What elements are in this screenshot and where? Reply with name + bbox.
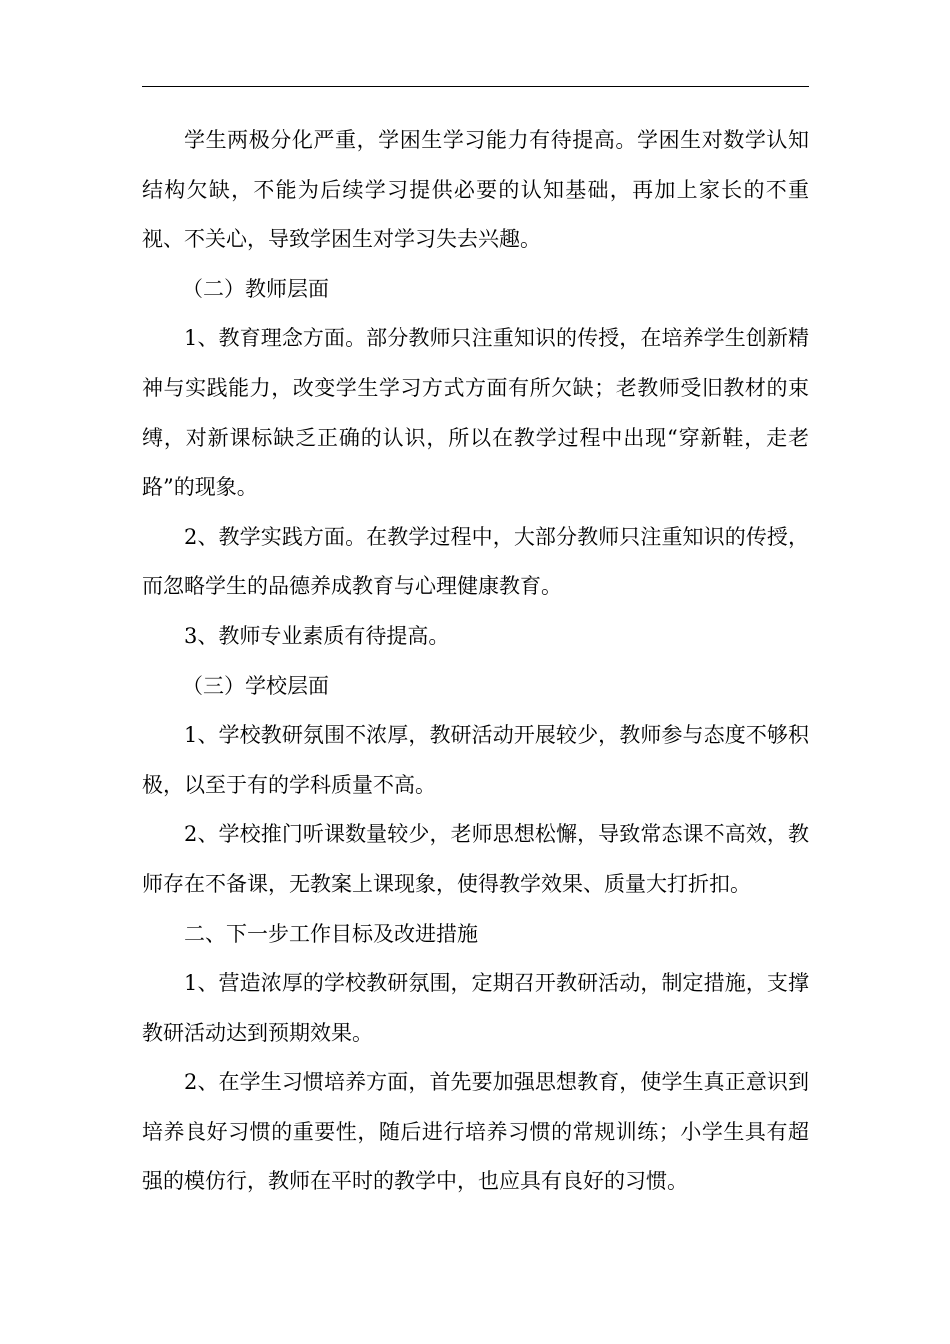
header-rule (142, 86, 809, 87)
paragraph-teaching-practice: 2、教学实践方面。在教学过程中，大部分教师只注重知识的传授，而忽略学生的品德养成教育与心理健康教育。 (142, 524, 809, 599)
heading-teacher-level: （二）教师层面 (182, 276, 329, 301)
paragraph-education-philosophy: 1、教育理念方面。部分教师只注重知识的传授，在培养学生创新精神与实践能力，改变学生学习方式方面有所欠缺；老教师受旧教材的束缚，对新课标缺乏正确的认识，所以在教学过程中出现“穿新鞋，走老路”的现象。 (142, 326, 809, 500)
paragraph-professional-quality: 3、教师专业素质有待提高。 (184, 623, 450, 648)
paragraph-measure-habits: 2、在学生习惯培养方面，首先要加强思想教育，使学生真正意识到培养良好习惯的重要性，随后进行培养习惯的常规训练；小学生具有超强的模仿行，教师在平时的教学中，也应具有良好的习惯。 (142, 1070, 809, 1194)
paragraph-measure-research: 1、营造浓厚的学校教研氛围，定期召开教研活动，制定措施，支撑教研活动达到预期效果。 (142, 971, 809, 1045)
heading-school-level: （三）学校层面 (182, 673, 329, 698)
heading-next-steps: 二、下一步工作目标及改进措施 (184, 921, 478, 946)
paragraph-class-observation: 2、学校推门听课数量较少，老师思想松懈，导致常态课不高效，教师存在不备课，无教案上课现象，使得教学效果、质量大打折扣。 (142, 822, 809, 896)
paragraph-student-polarization: 学生两极分化严重，学困生学习能力有待提高。学困生对数学认知结构欠缺，不能为后续学习提供必要的认知基础，再加上家长的不重视、不关心，导致学困生对学习失去兴趣。 (142, 128, 809, 252)
document-body (142, 116, 809, 1207)
paragraph-research-atmosphere: 1、学校教研氛围不浓厚，教研活动开展较少，教师参与态度不够积极，以至于有的学科质量不高。 (142, 723, 809, 797)
